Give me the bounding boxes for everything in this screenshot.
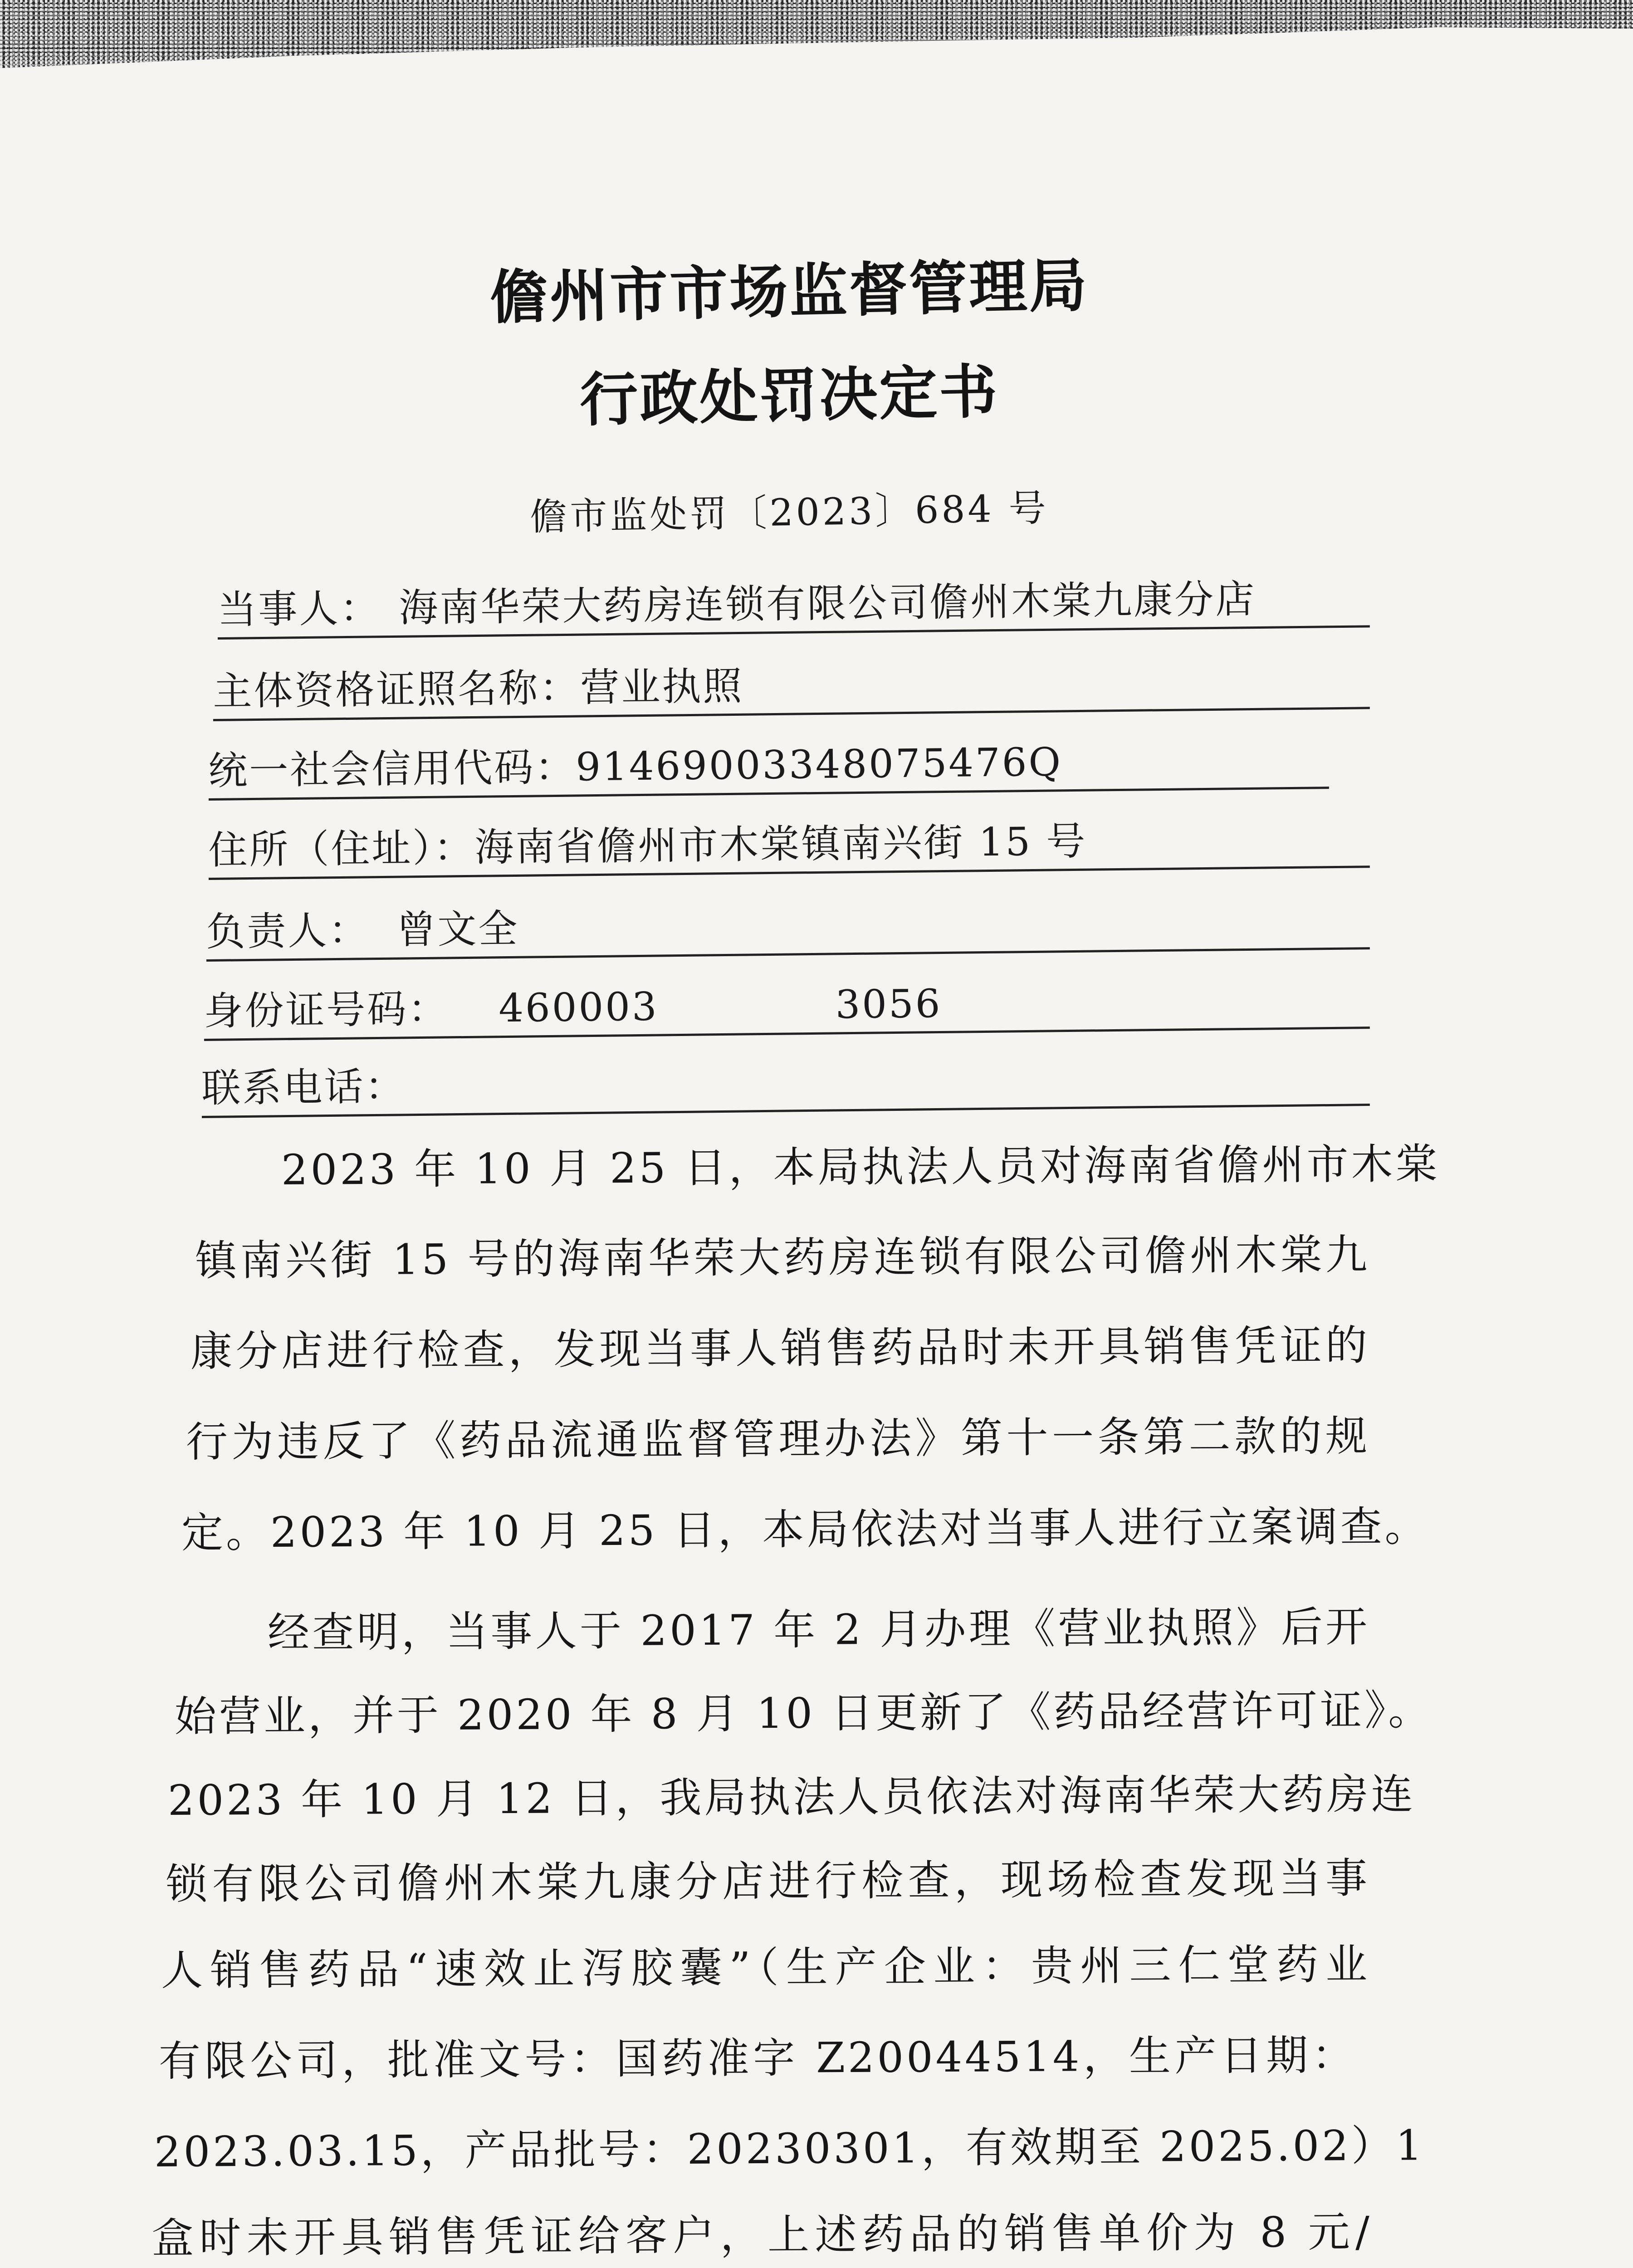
responsible-person-value: 曾文全	[396, 906, 519, 953]
address-label: 住所（住址）：	[208, 825, 475, 874]
license-field	[213, 652, 1370, 721]
responsible-person-field	[206, 893, 1370, 962]
paragraph1-line2: 镇南兴街 15 号的海南华荣大药房连锁有限公司儋州木棠九	[195, 1230, 1370, 1285]
paragraph1-line4: 行为违反了《药品流通监督管理办法》第十一条第二款的规	[186, 1412, 1370, 1466]
paragraph2-line5: 人销售药品“速效止泻胶囊”（生产企业：贵州三仁堂药业	[161, 1940, 1370, 1995]
credit-code-field	[208, 732, 1329, 801]
document-title-line1: 儋州市市场监督管理局	[489, 252, 1090, 332]
document-number: 儋市监处罚〔2023〕684 号	[529, 487, 1049, 539]
address-field	[208, 811, 1370, 880]
phone-label: 联系电话：	[201, 1064, 406, 1112]
paragraph2-line1: 经查明，当事人于 2017 年 2 月办理《营业执照》后开	[267, 1603, 1370, 1657]
id-number-field	[204, 972, 1370, 1041]
credit-code-label: 统一社会信用代码：	[208, 744, 576, 794]
credit-code-value: 91469003348075476Q	[575, 739, 1063, 790]
phone-field	[201, 1049, 1370, 1118]
paragraph2-line6: 有限公司，批准文号：国药准字 Z20044514，生产日期：	[158, 2031, 1357, 2086]
party-name-field	[217, 571, 1370, 640]
paragraph2-line2: 始营业，并于 2020 年 8 月 10 日更新了《药品经营许可证》。	[174, 1686, 1433, 1741]
paragraph2-line8: 盒时未开具销售凭证给客户，上述药品的销售单价为 8 元/	[152, 2207, 1373, 2263]
binding-strip	[0, 0, 1633, 68]
paragraph2-line4: 锁有限公司儋州木棠九康分店进行检查，现场检查发现当事	[165, 1854, 1370, 1909]
paragraph1-line1: 2023 年 10 月 25 日，本局执法人员对海南省儋州市木棠	[281, 1139, 1440, 1194]
id-number-label: 身份证号码：	[203, 986, 449, 1035]
license-label: 主体资格证照名称：	[212, 665, 581, 715]
party-name-label: 当事人：	[217, 586, 381, 633]
address-value: 海南省儋州市木棠镇南兴街 15 号	[474, 818, 1087, 870]
party-name-value: 海南华荣大药房连锁有限公司儋州木棠九康分店	[398, 577, 1257, 631]
id-number-start: 460003	[498, 984, 659, 1031]
document-title-line2: 行政处罚决定书	[579, 358, 1000, 435]
paragraph2-line3: 2023 年 10 月 12 日，我局执法人员依法对海南华荣大药房连	[167, 1769, 1416, 1825]
id-number-end: 3056	[835, 981, 942, 1028]
license-value: 营业执照	[580, 663, 744, 711]
responsible-person-label: 负责人：	[205, 908, 370, 955]
paragraph1-line3: 康分店进行检查，发现当事人销售药品时未开具销售凭证的	[190, 1321, 1370, 1376]
paragraph1-line5: 定。2023 年 10 月 25 日，本局依法对当事人进行立案调查。	[181, 1502, 1429, 1557]
paragraph2-line7: 2023.03.15，产品批号：20230301，有效期至 2025.02）1	[154, 2121, 1425, 2176]
